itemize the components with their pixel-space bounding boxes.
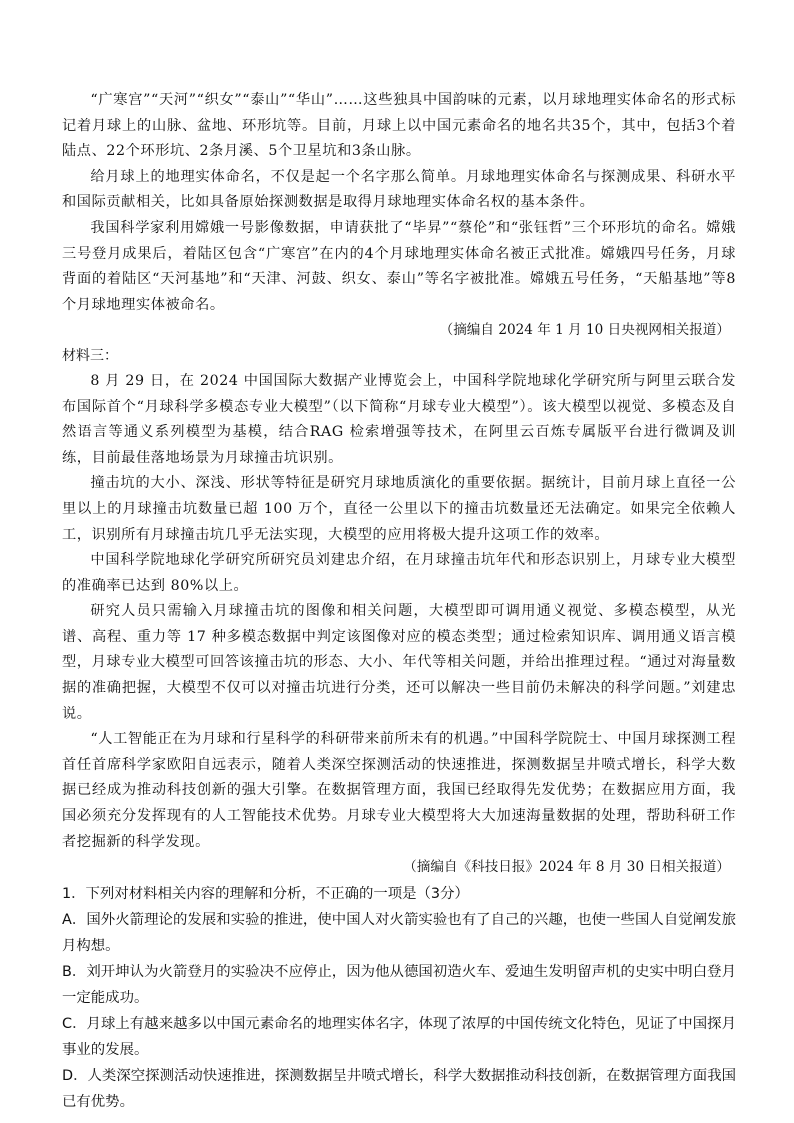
material3-label: 材料三：	[62, 347, 118, 364]
material3-paragraph-1: 8 月 29 日，在 2024 中国国际大数据产业博览会上，中国科学院地球化学研究所与阿里云联合发布国际首个“月球科学多模态专业大模型”（以下简称“月球专业大模型”）。该大模型以视觉、多模态及自然语言等通义系列模型为基模，结合RAG 检索增强等技术，在阿里云百炼专属版平台进行微调及训练，目前最佳落地场景为月球撞击坑识别。	[62, 372, 736, 466]
material2-paragraph-1: “广寒宫”“天河”“织女”“泰山”“华山”……这些独具中国韵味的元素，以月球地理实体命名的形式标记着月球上的山脉、盆地、环形坑等。目前，月球上以中国元素命名的地名共35个，其中，包括3个着陆点、22个环形坑、2条月溪、5个卫星坑和3条山脉。	[62, 92, 736, 160]
material2-paragraph-3: 我国科学家利用嫦娥一号影像数据，申请获批了“毕昇”“蔡伦”和“张钰哲”三个环形坑的命名。嫦娥三号登月成果后，着陆区包含“广寒宫”在内的4个月球地理实体命名被正式批准。嫦娥四号任务，月球背面的着陆区“天河基地”和“天津、河鼓、织女、泰山”等名字被批准。嫦娥五号任务，“天船基地”等8个月球地理实体被命名。	[62, 219, 736, 313]
question-1-stem: 1．下列对材料相关内容的理解和分析，不正确的一项是（3分）	[62, 885, 469, 902]
material3-paragraph-5: “人工智能正在为月球和行星科学的科研带来前所未有的机遇。”中国科学院院士、中国月球探测工程首任首席科学家欧阳自远表示，随着人类深空探测活动的快速推进，探测数据呈井喷式增长，科学大数据已经成为推动科技创新的强大引擎。在数据管理方面，我国已经取得先发优势；在数据应用方面，我国必须充分发挥现有的人工智能技术优势。月球专业大模型将大大加速海量数据的处理，帮助科研工作者挖掘新的科学发现。	[62, 731, 736, 850]
material3-paragraph-3: 中国科学院地球化学研究所研究员刘建忠介绍，在月球撞击坑年代和形态识别上，月球专业大模型的准确率已达到 80%以上。	[62, 552, 736, 594]
question-1-option-b: B．刘开坤认为火箭登月的实验决不应停止，因为他从德国初造火车、爱迪生发明留声机的史实中明白登月一定能成功。	[62, 963, 736, 1006]
material2-paragraph-2: 给月球上的地理实体命名，不仅是起一个名字那么简单。月球地理实体命名与探测成果、科研水平和国际贡献相关，比如具备原始探测数据是取得月球地理实体命名权的基本条件。	[62, 168, 736, 211]
material3-paragraph-4: 研究人员只需输入月球撞击坑的图像和相关问题，大模型即可调用通义视觉、多模态模型，从光谱、高程、重力等 17 种多模态数据中判定该图像对应的模态类型；通过检索知识库、调用通义语言模型，月球专业大模型可回答该撞击坑的形态、大小、年代等相关问题，并给出推理过程。“通过对海量数据的准确把握，大模型不仅可以对撞击坑进行分类，还可以解决一些目前仍未解决的科学问题。”刘建忠说。	[62, 603, 736, 722]
material3-source: （摘编自《科技日报》2024 年 8 月 30 日相关报道）	[403, 859, 730, 876]
question-1-option-c: C．月球上有越来越多以中国元素命名的地理实体名字，体现了浓厚的中国传统文化特色，见证了中国探月事业的发展。	[62, 1015, 736, 1058]
material2-source: （摘编自 2024 年 1 月 10 日央视网相关报道）	[439, 322, 730, 339]
material3-paragraph-2: 撞击坑的大小、深浅、形状等特征是研究月球地质演化的重要依据。据统计，目前月球上直径一公里以上的月球撞击坑数量已超 100 万个，直径一公里以下的撞击坑数量还无法确定。如果完全依赖人工，识别所有月球撞击坑几乎无法实现，大模型的应用将极大提升这项工作的效率。	[62, 475, 736, 543]
question-1-option-d: D．人类深空探测活动快速推进，探测数据呈井喷式增长，科学大数据推动科技创新，在数据管理方面我国已有优势。	[62, 1067, 736, 1110]
question-1-option-a: A．国外火箭理论的发展和实验的推进，使中国人对火箭实验也有了自己的兴趣，也使一些国人自觉阐发旅月构想。	[62, 911, 736, 954]
